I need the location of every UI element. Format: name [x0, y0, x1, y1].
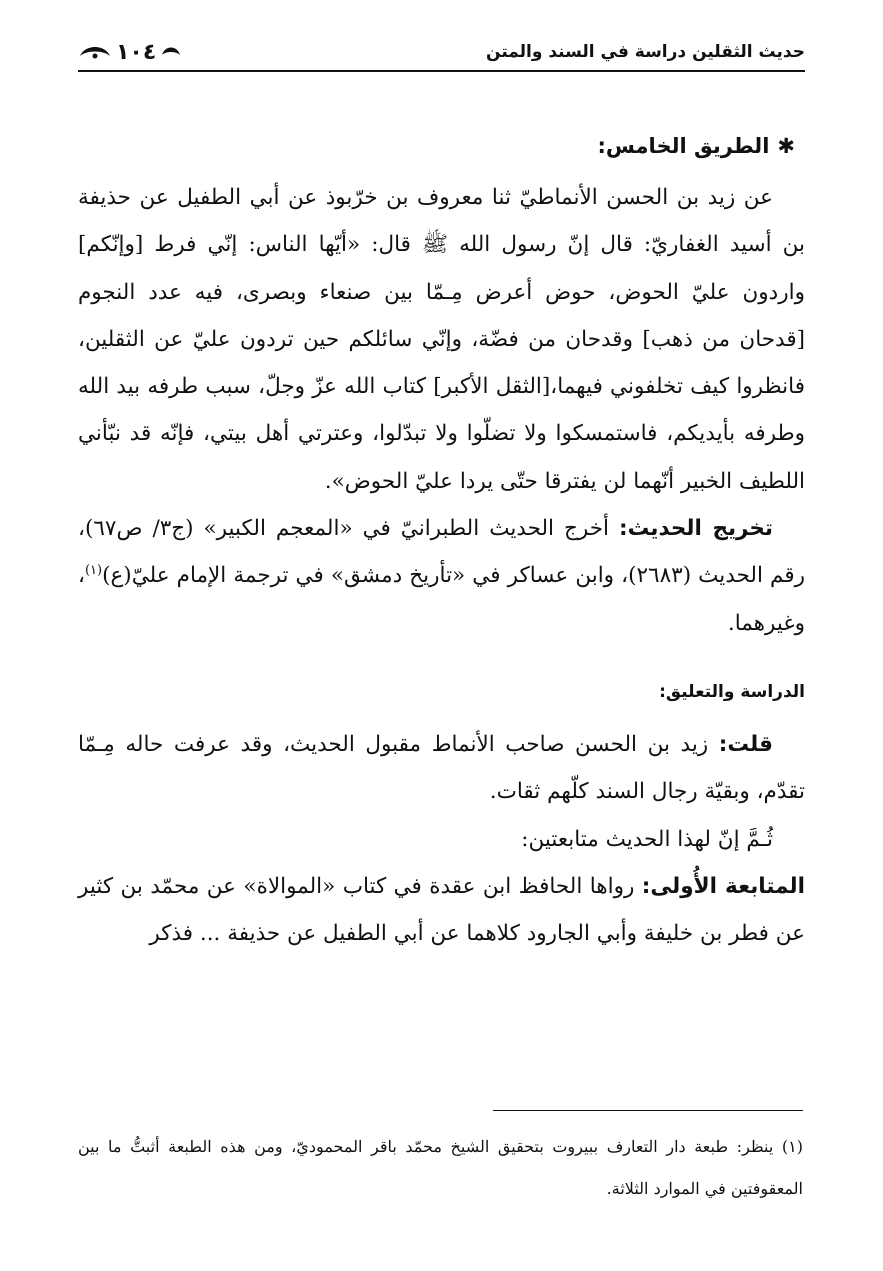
header-title: حديث الثقلين دراسة في السند والمتن	[486, 42, 805, 62]
page-ornament-icon	[160, 43, 182, 61]
footnote-1: (١) ينظر: طبعة دار التعارف ببيروت بتحقيق الشيخ محمّد باقر المحموديّ، ومن هذه الطبعة أثبتُّ ما بين المعقوفتين في الموارد الثلاثة.	[78, 1137, 803, 1198]
mutaba-lead: المتابعة الأُولى:	[641, 873, 805, 899]
footnote-separator	[493, 1110, 803, 1111]
running-header	[78, 34, 805, 72]
footnotes	[78, 1126, 803, 1210]
qultu-lead: قلت:	[718, 731, 773, 757]
takhrij-text: أخرج الحديث الطبرانيّ في «المعجم الكبير» (ج٣/ ص٦٧)، رقم الحديث (٢٦٨٣)، وابن عساكر في «تأريخ دمشق» في ترجمة الإمام عليّ(ع)	[78, 516, 806, 589]
section-heading-text: الطريق الخامس:	[597, 134, 770, 158]
page-number	[78, 40, 182, 65]
takhrij-lead: تخريج الحديث:	[619, 516, 773, 542]
page-ornament-icon	[78, 43, 112, 61]
study-heading: الدراسة والتعليق:	[659, 681, 805, 702]
star-icon: ✱	[777, 134, 795, 158]
qultu-text: زيد بن الحسن صاحب الأنماط مقبول الحديث، وقد عرفت حاله مِـمّا تقدّم، وبقيّة رجال السند كلّهم ثقات.	[78, 731, 805, 805]
takhrij-text-end: ، وغيرهما.	[78, 563, 805, 636]
page-number-text: ١٠٤	[116, 39, 157, 65]
mutaba-text: رواها الحافظ ابن عقدة في كتاب «الموالاة» عن محمّد بن كثير عن فطر بن خليفة وأبي الجارود كلاهما عن أبي الطفيل عن حذيفة ... فذكر	[78, 873, 805, 947]
mutaba-paragraph	[78, 863, 805, 958]
body-text	[78, 128, 805, 957]
takhrij-paragraph	[78, 505, 805, 647]
section-heading	[78, 128, 805, 164]
hadith-text: عن زيد بن الحسن الأنماطيّ ثنا معروف بن خرّبوذ عن أبي الطفيل عن حذيفة بن أسيد الغفاريّ: قال إنّ رسول الله ﷺ قال: «أيّها الناس: إنّي فرط [وإنّكم] واردون عليّ الحوض، حوض أعرض مِـمّا بين صنعاء وبصرى، فيه عدد النجوم [قدحان من ذهب] وقدحان من فضّة، وإنّي سائلكم حين تردون عليّ عن الثقلين، فانظروا كيف تخلفوني فيهما،[الثقل الأكبر] كتاب الله عزّ وجلّ، سبب طرفه بيد الله وطرفه بأيديكم، فاستمسكوا ولا تضلّوا ولا تبدّلوا، وعترتي أهل بيتي، فإنّه قد نبّأني اللطيف الخبير أنّهما لن يفترقا حتّى يردا عليّ الحوض».	[78, 185, 805, 494]
footnote-reference: (١)	[84, 563, 103, 579]
thumma-paragraph: ثُـمَّ إنّ لهذا الحديث متابعتين:	[521, 826, 773, 852]
qultu-paragraph	[78, 721, 805, 816]
